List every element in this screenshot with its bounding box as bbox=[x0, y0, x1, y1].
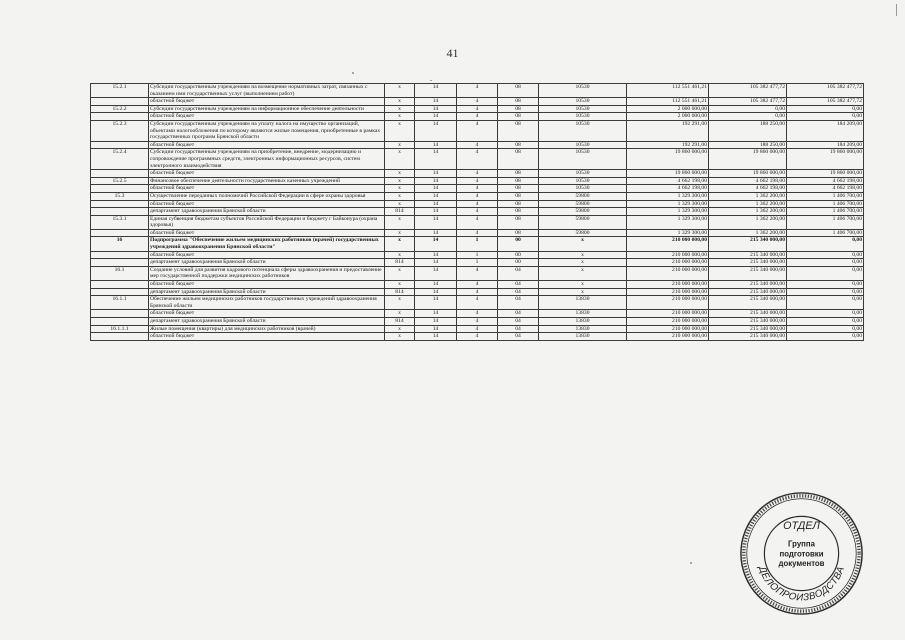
cell-c3: 4 bbox=[457, 84, 498, 98]
cell-v3: 1 406 700,00 bbox=[787, 215, 864, 229]
cell-c4: 04 bbox=[498, 325, 539, 333]
cell-v3: 0,00 bbox=[787, 259, 864, 267]
stamp-line-1: Группа bbox=[788, 539, 815, 549]
cell-c5: 13830 bbox=[539, 318, 627, 326]
cell-num: 15.2.2 bbox=[91, 105, 149, 113]
cell-c5: 59800 bbox=[539, 229, 627, 237]
cell-name: Обеспечение жильем медицинских работников государственных учреждений здравоохранения Брянской области bbox=[149, 296, 385, 310]
cell-v2: 215 340 000,00 bbox=[709, 333, 787, 341]
cell-c2: 14 bbox=[415, 113, 457, 121]
cell-num bbox=[91, 185, 149, 193]
table-row bbox=[91, 177, 864, 185]
table-row bbox=[91, 251, 864, 259]
cell-name: областной бюджет bbox=[149, 170, 385, 178]
cell-c1: 814 bbox=[385, 288, 415, 296]
cell-c4: 08 bbox=[498, 113, 539, 121]
table-row bbox=[91, 192, 864, 200]
cell-c5: 10530 bbox=[539, 170, 627, 178]
table-row bbox=[91, 200, 864, 208]
cell-v3: 1 406 700,00 bbox=[787, 192, 864, 200]
cell-v1: 112 551 461,21 bbox=[627, 84, 709, 98]
table-row bbox=[91, 333, 864, 341]
cell-c4: 04 bbox=[498, 296, 539, 310]
cell-c2: 14 bbox=[415, 259, 457, 267]
cell-c4: 08 bbox=[498, 84, 539, 98]
cell-c5: 10530 bbox=[539, 98, 627, 106]
cell-num bbox=[91, 229, 149, 237]
cell-c4: 08 bbox=[498, 120, 539, 141]
scan-speck bbox=[690, 562, 692, 564]
cell-name: Субсидии государственным учреждениям на возмещение нормативных затрат, связанных с оказанием ими государственных услуг (выполнением работ) bbox=[149, 84, 385, 98]
cell-v1: 4 662 198,00 bbox=[627, 177, 709, 185]
cell-c1: 814 bbox=[385, 318, 415, 326]
cell-c2: 14 bbox=[415, 237, 457, 251]
cell-c4: 00 bbox=[498, 259, 539, 267]
cell-c2: 14 bbox=[415, 185, 457, 193]
cell-v2: 4 662 198,00 bbox=[709, 185, 787, 193]
cell-c4: 08 bbox=[498, 200, 539, 208]
cell-c5: 10530 bbox=[539, 120, 627, 141]
stamp-title: ОТДЕЛ bbox=[783, 520, 820, 533]
cell-v1: 210 000 000,00 bbox=[627, 296, 709, 310]
cell-c1: х bbox=[385, 229, 415, 237]
cell-c5: 13830 bbox=[539, 310, 627, 318]
cell-c1: 814 bbox=[385, 208, 415, 216]
cell-v1: 1 329 300,00 bbox=[627, 215, 709, 229]
cell-c5: х bbox=[539, 259, 627, 267]
cell-num bbox=[91, 333, 149, 341]
cell-c2: 14 bbox=[415, 310, 457, 318]
cell-c5: 13830 bbox=[539, 325, 627, 333]
cell-v2: 1 362 200,00 bbox=[709, 192, 787, 200]
cell-v1: 2 000 000,00 bbox=[627, 105, 709, 113]
cell-num: 16.1 bbox=[91, 266, 149, 280]
table-row bbox=[91, 84, 864, 98]
stamp-line-2: подготовки bbox=[779, 549, 824, 559]
cell-v2: 215 340 000,00 bbox=[709, 237, 787, 251]
cell-v1: 19 860 000,00 bbox=[627, 149, 709, 170]
cell-c2: 14 bbox=[415, 192, 457, 200]
cell-c1: х bbox=[385, 170, 415, 178]
cell-c5: х bbox=[539, 288, 627, 296]
cell-c1: х bbox=[385, 333, 415, 341]
cell-v3: 184 209,00 bbox=[787, 141, 864, 149]
cell-c3: 4 bbox=[457, 325, 498, 333]
cell-v3: 0,00 bbox=[787, 105, 864, 113]
cell-num: 16.1.1.1 bbox=[91, 325, 149, 333]
cell-c5: 13830 bbox=[539, 296, 627, 310]
cell-name: областной бюджет bbox=[149, 98, 385, 106]
cell-c3: 4 bbox=[457, 177, 498, 185]
cell-v1: 210 000 000,00 bbox=[627, 266, 709, 280]
cell-name: департамент здравоохранения Брянской области bbox=[149, 259, 385, 267]
cell-name: Осуществление переданных полномочий Российской Федерации в сфере охраны здоровья bbox=[149, 192, 385, 200]
cell-c2: 14 bbox=[415, 84, 457, 98]
cell-v2: 215 340 000,00 bbox=[709, 266, 787, 280]
cell-v2: 188 250,00 bbox=[709, 120, 787, 141]
scan-edge-mark bbox=[896, 4, 897, 16]
cell-c4: 00 bbox=[498, 237, 539, 251]
cell-c1: х bbox=[385, 177, 415, 185]
table-row bbox=[91, 266, 864, 280]
cell-v2: 215 340 000,00 bbox=[709, 288, 787, 296]
cell-num bbox=[91, 281, 149, 289]
table-row bbox=[91, 208, 864, 216]
cell-c2: 14 bbox=[415, 266, 457, 280]
cell-v2: 19 860 000,00 bbox=[709, 170, 787, 178]
cell-c1: 814 bbox=[385, 259, 415, 267]
cell-c3: 4 bbox=[457, 288, 498, 296]
cell-v1: 4 662 198,00 bbox=[627, 185, 709, 193]
cell-v3: 0,00 bbox=[787, 113, 864, 121]
cell-v1: 1 329 300,00 bbox=[627, 208, 709, 216]
cell-v2: 215 340 000,00 bbox=[709, 281, 787, 289]
cell-c3: 4 bbox=[457, 281, 498, 289]
cell-c3: 4 bbox=[457, 105, 498, 113]
cell-name: областной бюджет bbox=[149, 333, 385, 341]
table-row bbox=[91, 170, 864, 178]
cell-c1: х bbox=[385, 120, 415, 141]
cell-c1: х bbox=[385, 141, 415, 149]
cell-v1: 210 000 000,00 bbox=[627, 251, 709, 259]
cell-c5: 59800 bbox=[539, 192, 627, 200]
cell-v1: 210 000 000,00 bbox=[627, 333, 709, 341]
cell-c5: 10530 bbox=[539, 84, 627, 98]
cell-c4: 04 bbox=[498, 310, 539, 318]
cell-num bbox=[91, 98, 149, 106]
cell-v2: 215 340 000,00 bbox=[709, 318, 787, 326]
cell-name: областной бюджет bbox=[149, 229, 385, 237]
page-number: 41 bbox=[446, 46, 459, 60]
table-row bbox=[91, 98, 864, 106]
cell-c3: 4 bbox=[457, 185, 498, 193]
cell-c4: 04 bbox=[498, 318, 539, 326]
cell-c2: 14 bbox=[415, 251, 457, 259]
cell-v3: 184 209,00 bbox=[787, 120, 864, 141]
cell-num bbox=[91, 208, 149, 216]
cell-v2: 0,00 bbox=[709, 113, 787, 121]
department-stamp bbox=[738, 490, 865, 617]
cell-c2: 14 bbox=[415, 149, 457, 170]
cell-num: 15.3 bbox=[91, 192, 149, 200]
cell-v1: 192 291,00 bbox=[627, 141, 709, 149]
cell-c4: 04 bbox=[498, 281, 539, 289]
cell-v1: 112 551 461,21 bbox=[627, 98, 709, 106]
cell-c3: 4 bbox=[457, 170, 498, 178]
cell-name: Субсидии государственным учреждениям на уплату налога на имущество организаций, объектами налогообложения по которому являются жилые помещения, приобретенные в рамках государственных программ Брянской области bbox=[149, 120, 385, 141]
cell-num bbox=[91, 259, 149, 267]
cell-num bbox=[91, 310, 149, 318]
table-row bbox=[91, 149, 864, 170]
cell-c1: х bbox=[385, 149, 415, 170]
cell-name: областной бюджет bbox=[149, 310, 385, 318]
table-row bbox=[91, 259, 864, 267]
cell-c5: 10530 bbox=[539, 185, 627, 193]
cell-v1: 1 329 300,00 bbox=[627, 200, 709, 208]
cell-c3: 4 bbox=[457, 318, 498, 326]
cell-v1: 1 329 300,00 bbox=[627, 229, 709, 237]
cell-v3: 0,00 bbox=[787, 296, 864, 310]
cell-v1: 19 860 000,00 bbox=[627, 170, 709, 178]
cell-v1: 2 000 000,00 bbox=[627, 113, 709, 121]
cell-name: областной бюджет bbox=[149, 185, 385, 193]
cell-c3: 4 bbox=[457, 266, 498, 280]
cell-v2: 215 340 000,00 bbox=[709, 325, 787, 333]
cell-v1: 1 329 300,00 bbox=[627, 192, 709, 200]
cell-c1: х bbox=[385, 266, 415, 280]
cell-c2: 14 bbox=[415, 177, 457, 185]
cell-name: Жилые помещения (квартиры) для медицинских работников (врачей) bbox=[149, 325, 385, 333]
cell-c1: х bbox=[385, 84, 415, 98]
cell-name: Финансовое обеспечение деятельности государственных казенных учреждений bbox=[149, 177, 385, 185]
cell-c4: 08 bbox=[498, 170, 539, 178]
cell-c3: 4 bbox=[457, 149, 498, 170]
cell-c5: 10530 bbox=[539, 105, 627, 113]
cell-c5: 59800 bbox=[539, 215, 627, 229]
cell-v3: 0,00 bbox=[787, 251, 864, 259]
cell-c1: х bbox=[385, 185, 415, 193]
cell-v2: 4 662 198,00 bbox=[709, 177, 787, 185]
table-row bbox=[91, 281, 864, 289]
scan-speck bbox=[352, 72, 354, 74]
cell-c4: 04 bbox=[498, 288, 539, 296]
cell-c1: х bbox=[385, 237, 415, 251]
table-row bbox=[91, 288, 864, 296]
cell-num: 15.3.1 bbox=[91, 215, 149, 229]
cell-c3: 1 bbox=[457, 251, 498, 259]
cell-c3: 4 bbox=[457, 113, 498, 121]
cell-c4: 08 bbox=[498, 192, 539, 200]
cell-c3: 4 bbox=[457, 192, 498, 200]
cell-c3: 4 bbox=[457, 208, 498, 216]
cell-name: Создание условий для развития кадрового потенциала сферы здравоохранения и предоставление мер государственной поддержки медицинских работников bbox=[149, 266, 385, 280]
cell-v3: 1 406 700,00 bbox=[787, 208, 864, 216]
cell-c5: 13830 bbox=[539, 333, 627, 341]
cell-v1: 210 000 000,00 bbox=[627, 310, 709, 318]
cell-c1: х bbox=[385, 251, 415, 259]
cell-num: 15.2.4 bbox=[91, 149, 149, 170]
cell-v3: 4 662 198,00 bbox=[787, 177, 864, 185]
cell-c2: 14 bbox=[415, 281, 457, 289]
cell-num: 16 bbox=[91, 237, 149, 251]
cell-c3: 4 bbox=[457, 141, 498, 149]
table-row bbox=[91, 141, 864, 149]
cell-c2: 14 bbox=[415, 120, 457, 141]
cell-c2: 14 bbox=[415, 208, 457, 216]
cell-c4: 08 bbox=[498, 208, 539, 216]
cell-c2: 14 bbox=[415, 215, 457, 229]
cell-c2: 14 bbox=[415, 98, 457, 106]
cell-v3: 0,00 bbox=[787, 310, 864, 318]
cell-v3: 4 662 198,00 bbox=[787, 185, 864, 193]
budget-table bbox=[90, 83, 864, 341]
table-row bbox=[91, 215, 864, 229]
cell-v1: 210 000 000,00 bbox=[627, 318, 709, 326]
cell-c4: 08 bbox=[498, 229, 539, 237]
cell-c1: х bbox=[385, 310, 415, 318]
cell-num bbox=[91, 200, 149, 208]
cell-v1: 210 000 000,00 bbox=[627, 281, 709, 289]
table-row bbox=[91, 310, 864, 318]
cell-v2: 215 340 000,00 bbox=[709, 310, 787, 318]
cell-v3: 0,00 bbox=[787, 318, 864, 326]
cell-c1: х bbox=[385, 325, 415, 333]
cell-v2: 1 362 200,00 bbox=[709, 208, 787, 216]
cell-c5: 10530 bbox=[539, 177, 627, 185]
cell-num: 15.2.1 bbox=[91, 84, 149, 98]
cell-c5: х bbox=[539, 237, 627, 251]
cell-c3: 4 bbox=[457, 333, 498, 341]
cell-num bbox=[91, 288, 149, 296]
stamp-arc-text: ДЕЛОПРОИЗВОДСТВА bbox=[755, 564, 848, 604]
cell-c4: 08 bbox=[498, 215, 539, 229]
cell-name: департамент здравоохранения Брянской области bbox=[149, 318, 385, 326]
cell-c1: х bbox=[385, 113, 415, 121]
cell-c1: х bbox=[385, 281, 415, 289]
stamp-line-3: документов bbox=[778, 559, 825, 569]
cell-c3: 4 bbox=[457, 296, 498, 310]
cell-v2: 105 382 477,72 bbox=[709, 84, 787, 98]
cell-c5: 10530 bbox=[539, 141, 627, 149]
cell-v3: 1 406 700,00 bbox=[787, 200, 864, 208]
scan-speck bbox=[430, 80, 432, 81]
cell-name: департамент здравоохранения Брянской области bbox=[149, 288, 385, 296]
cell-v1: 210 000 000,00 bbox=[627, 325, 709, 333]
cell-v2: 1 362 200,00 bbox=[709, 229, 787, 237]
cell-v2: 19 860 000,00 bbox=[709, 149, 787, 170]
cell-name: Единая субвенция бюджетам субъектов Российской Федерации и бюджету г Байконура (охрана здоровья) bbox=[149, 215, 385, 229]
table-row bbox=[91, 325, 864, 333]
cell-c2: 14 bbox=[415, 200, 457, 208]
table-row bbox=[91, 318, 864, 326]
table-row bbox=[91, 185, 864, 193]
cell-num bbox=[91, 251, 149, 259]
cell-v1: 192 291,00 bbox=[627, 120, 709, 141]
cell-c4: 04 bbox=[498, 333, 539, 341]
cell-name: областной бюджет bbox=[149, 200, 385, 208]
cell-num bbox=[91, 170, 149, 178]
cell-v1: 210 000 000,00 bbox=[627, 288, 709, 296]
cell-name: Субсидии государственным учреждениям на приобретение, внедрение, модернизацию и сопровождение программных средств, электронных информационных ресурсов, систем электронного взаимодействия bbox=[149, 149, 385, 170]
table-row bbox=[91, 296, 864, 310]
cell-v3: 105 382 477,72 bbox=[787, 98, 864, 106]
cell-c1: х bbox=[385, 296, 415, 310]
cell-num: 16.1.1 bbox=[91, 296, 149, 310]
cell-v3: 1 406 700,00 bbox=[787, 229, 864, 237]
cell-v2: 1 362 200,00 bbox=[709, 200, 787, 208]
cell-v2: 215 340 000,00 bbox=[709, 259, 787, 267]
cell-num bbox=[91, 141, 149, 149]
cell-name: департамент здравоохранения Брянской области bbox=[149, 208, 385, 216]
table-row bbox=[91, 120, 864, 141]
cell-c2: 14 bbox=[415, 170, 457, 178]
table-row bbox=[91, 113, 864, 121]
cell-c2: 14 bbox=[415, 296, 457, 310]
cell-c5: 59800 bbox=[539, 200, 627, 208]
cell-v3: 0,00 bbox=[787, 333, 864, 341]
cell-c2: 14 bbox=[415, 318, 457, 326]
cell-c2: 14 bbox=[415, 288, 457, 296]
cell-c3: 4 bbox=[457, 310, 498, 318]
cell-c1: х bbox=[385, 98, 415, 106]
cell-c4: 04 bbox=[498, 266, 539, 280]
cell-name: областной бюджет bbox=[149, 113, 385, 121]
cell-c4: 08 bbox=[498, 149, 539, 170]
cell-c2: 14 bbox=[415, 105, 457, 113]
table-row bbox=[91, 105, 864, 113]
cell-c3: 4 bbox=[457, 215, 498, 229]
cell-name: областной бюджет bbox=[149, 251, 385, 259]
cell-c2: 14 bbox=[415, 325, 457, 333]
cell-num: 15.2.3 bbox=[91, 120, 149, 141]
cell-c3: 1 bbox=[457, 237, 498, 251]
cell-v3: 19 860 000,00 bbox=[787, 170, 864, 178]
cell-c1: х bbox=[385, 192, 415, 200]
cell-c5: х bbox=[539, 251, 627, 259]
cell-c4: 08 bbox=[498, 177, 539, 185]
cell-c5: 10530 bbox=[539, 113, 627, 121]
cell-v3: 0,00 bbox=[787, 237, 864, 251]
cell-c3: 1 bbox=[457, 259, 498, 267]
table-row bbox=[91, 229, 864, 237]
cell-c4: 00 bbox=[498, 251, 539, 259]
cell-c4: 08 bbox=[498, 105, 539, 113]
cell-v2: 215 340 000,00 bbox=[709, 296, 787, 310]
cell-num: 15.2.5 bbox=[91, 177, 149, 185]
cell-v3: 0,00 bbox=[787, 266, 864, 280]
cell-c2: 14 bbox=[415, 141, 457, 149]
cell-c5: х bbox=[539, 281, 627, 289]
cell-c4: 08 bbox=[498, 185, 539, 193]
cell-v3: 0,00 bbox=[787, 281, 864, 289]
cell-c1: х bbox=[385, 105, 415, 113]
cell-v2: 105 382 477,72 bbox=[709, 98, 787, 106]
cell-c3: 4 bbox=[457, 120, 498, 141]
cell-v3: 19 860 000,00 bbox=[787, 149, 864, 170]
cell-v1: 210 000 000,00 bbox=[627, 259, 709, 267]
cell-c5: х bbox=[539, 266, 627, 280]
cell-name: Подпрограмма "Обеспечение жильем медицинских работников (врачей) государственных учреждений здравоохранения Брянской области" bbox=[149, 237, 385, 251]
cell-c3: 4 bbox=[457, 98, 498, 106]
cell-name: областной бюджет bbox=[149, 141, 385, 149]
cell-v3: 0,00 bbox=[787, 325, 864, 333]
cell-name: областной бюджет bbox=[149, 281, 385, 289]
cell-c3: 4 bbox=[457, 200, 498, 208]
cell-c2: 14 bbox=[415, 229, 457, 237]
table-body bbox=[91, 84, 864, 341]
cell-v2: 215 340 000,00 bbox=[709, 251, 787, 259]
cell-name: Субсидии государственным учреждениям на информационное обеспечение деятельности bbox=[149, 105, 385, 113]
cell-v2: 0,00 bbox=[709, 105, 787, 113]
cell-c5: 59800 bbox=[539, 208, 627, 216]
cell-v3: 105 382 477,72 bbox=[787, 84, 864, 98]
cell-v2: 1 362 200,00 bbox=[709, 215, 787, 229]
cell-c1: х bbox=[385, 215, 415, 229]
cell-num bbox=[91, 113, 149, 121]
cell-c4: 08 bbox=[498, 141, 539, 149]
cell-c2: 14 bbox=[415, 333, 457, 341]
table-row bbox=[91, 237, 864, 251]
cell-c4: 08 bbox=[498, 98, 539, 106]
cell-num bbox=[91, 318, 149, 326]
cell-c1: х bbox=[385, 200, 415, 208]
cell-v3: 0,00 bbox=[787, 288, 864, 296]
cell-c3: 4 bbox=[457, 229, 498, 237]
cell-v2: 188 250,00 bbox=[709, 141, 787, 149]
cell-c5: 10530 bbox=[539, 149, 627, 170]
cell-v1: 210 000 000,00 bbox=[627, 237, 709, 251]
